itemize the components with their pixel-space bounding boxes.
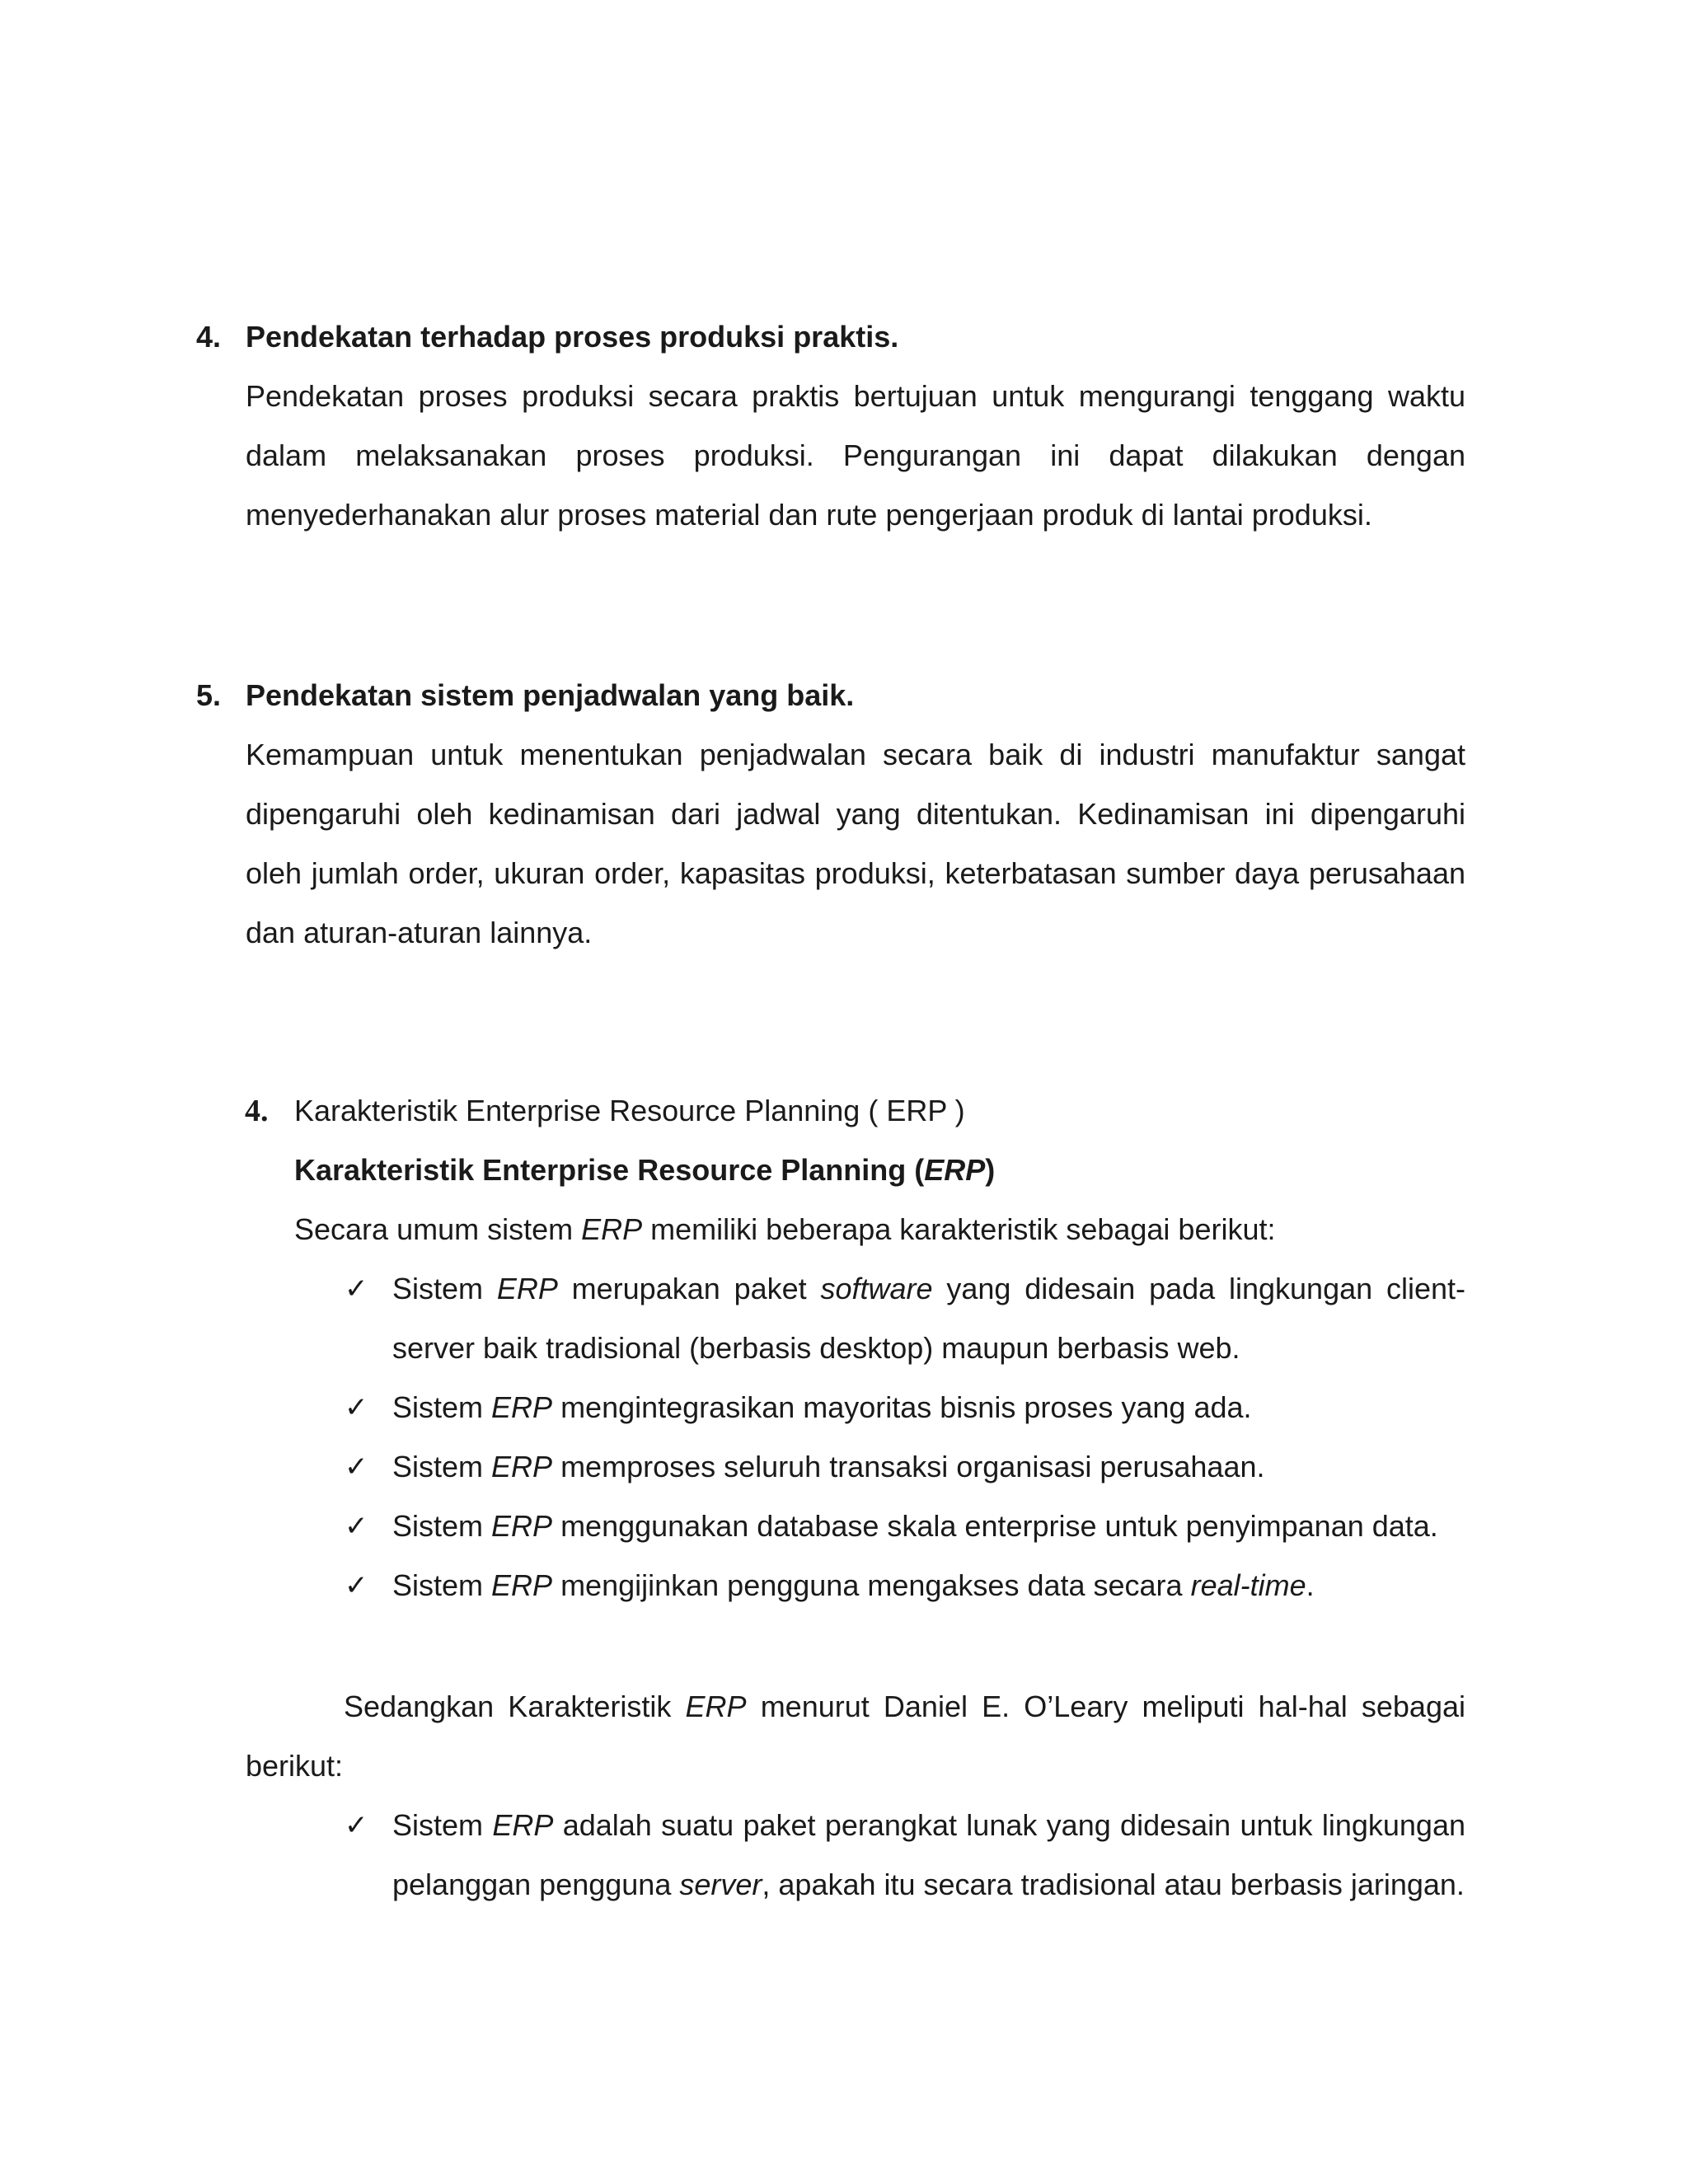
- section-heading: Pendekatan terhadap proses produksi praktis.: [246, 320, 899, 354]
- paragraph-line: oleh jumlah order, ukuran order, kapasitas produksi, keterbatasan sumber daya perusahaan: [246, 856, 1465, 890]
- paragraph-line: berikut:: [246, 1749, 344, 1783]
- bullet-item: Sistem ERP mengijinkan pengguna mengakses data secara real-time.: [392, 1568, 1315, 1602]
- bullet-item-continuation: pelanggan pengguna server, apakah itu secara tradisional atau berbasis jaringan.: [392, 1868, 1465, 1901]
- paragraph-line: Sedangkan Karakteristik ERP menurut Daniel E. O’Leary meliputi hal-hal sebagai: [344, 1690, 1465, 1723]
- checkmark-icon: ✓: [345, 1809, 368, 1842]
- paragraph-line: dan aturan-aturan lainnya.: [246, 916, 593, 949]
- bullet-item: Sistem ERP memproses seluruh transaksi organisasi perusahaan.: [392, 1450, 1265, 1483]
- paragraph-line: Kemampuan untuk menentukan penjadwalan secara baik di industri manufaktur sangat: [246, 738, 1465, 771]
- checkmark-icon: ✓: [345, 1569, 368, 1602]
- paragraph-line: Pendekatan proses produksi secara praktis bertujuan untuk mengurangi tenggang waktu: [246, 379, 1465, 413]
- intro-line: Secara umum sistem ERP memiliki beberapa karakteristik sebagai berikut:: [294, 1212, 1276, 1246]
- bullet-item-continuation: server baik tradisional (berbasis desktop) maupun berbasis web.: [392, 1331, 1240, 1365]
- checkmark-icon: ✓: [345, 1451, 368, 1483]
- bullet-item: Sistem ERP menggunakan database skala enterprise untuk penyimpanan data.: [392, 1509, 1438, 1543]
- paragraph-line: dalam melaksanakan proses produksi. Pengurangan ini dapat dilakukan dengan: [246, 438, 1465, 472]
- list-number: 4.: [196, 320, 222, 354]
- list-number: 5.: [196, 678, 222, 712]
- section-subheading: Karakteristik Enterprise Resource Planning (ERP): [294, 1153, 996, 1187]
- bullet-item: Sistem ERP mengintegrasikan mayoritas bisnis proses yang ada.: [392, 1390, 1252, 1424]
- section-title: Karakteristik Enterprise Resource Planning ( ERP ): [294, 1094, 965, 1127]
- section-heading: Pendekatan sistem penjadwalan yang baik.: [246, 678, 855, 712]
- checkmark-icon: ✓: [345, 1272, 368, 1305]
- checkmark-icon: ✓: [345, 1391, 368, 1424]
- bullet-item: Sistem ERP merupakan paket software yang didesain pada lingkungan client-: [392, 1272, 1465, 1305]
- checkmark-icon: ✓: [345, 1510, 368, 1543]
- bullet-item: Sistem ERP adalah suatu paket perangkat lunak yang didesain untuk lingkungan: [392, 1808, 1465, 1842]
- paragraph-line: menyederhanakan alur proses material dan rute pengerjaan produk di lantai produksi.: [246, 498, 1372, 532]
- list-number: 4.: [245, 1094, 269, 1128]
- paragraph-line: dipengaruhi oleh kedinamisan dari jadwal yang ditentukan. Kedinamisan ini dipengaruhi: [246, 797, 1465, 831]
